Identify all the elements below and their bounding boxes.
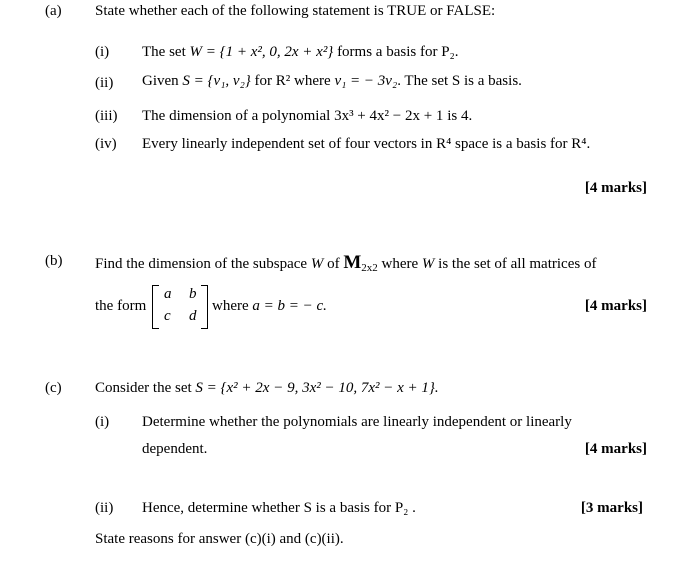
part-c-sub-i-line1: Determine whether the polynomials are linearly independent or linearly <box>142 414 572 430</box>
part-a-item-ii-text: Given S = {v₁, v₂} for R² where v₁ = − 3v₂. The set S is a basis. <box>142 73 522 89</box>
part-c-sub-ii-marks: [3 marks] <box>580 500 643 516</box>
part-c-sub-ii-text: Hence, determine whether S is a basis for P₂ . <box>142 500 416 516</box>
part-a-marks: [4 marks] <box>584 180 647 196</box>
matrix-space-m: M <box>343 252 362 273</box>
part-c-prompt: Consider the set S = {x² + 2x − 9, 3x² − 10, 7x² − x + 1}. <box>95 380 439 396</box>
part-a-item-iii-polynomial: 3x³ + 4x² − 2x + 1 <box>334 108 444 124</box>
part-a-item-ii-relation: v₁ = − 3v₂ <box>334 73 398 89</box>
part-a-item-iv-number: (iv) <box>95 136 117 152</box>
part-a-prompt: State whether each of the following statement is TRUE or FALSE: <box>95 3 496 19</box>
right-bracket <box>201 285 208 329</box>
part-a-item-iii-text: The dimension of a polynomial 3x³ + 4x² − 2x + 1 is 4. <box>142 108 473 124</box>
part-b-condition: where a = b = − c. <box>212 298 327 314</box>
part-a-item-i-text: The set W = {1 + x², 0, 2x + x²} forms a basis for P₂. <box>142 44 459 60</box>
matrix-entry-a: a <box>164 286 172 302</box>
matrix-space-subscript: 2x2 <box>361 262 378 274</box>
matrix-entry-b: b <box>189 286 197 302</box>
part-c-label: (c) <box>45 380 62 396</box>
part-a-item-ii-number: (ii) <box>95 75 114 91</box>
part-b-question: Find the dimension of the subspace W of $M_{2x2}$ where W is the set of all matrices of <box>95 252 597 274</box>
matrix-entry-c: c <box>164 308 171 324</box>
part-a-item-ii-set: S = {v₁, v₂} <box>182 73 251 89</box>
part-a-item-i-number: (i) <box>95 44 110 60</box>
part-a-item-i-math: W = {1 + x², 0, 2x + x²} <box>189 44 334 60</box>
part-c-sub-i-line2: dependent. <box>142 441 208 457</box>
left-bracket <box>152 285 159 329</box>
part-b-form-label: the form <box>95 298 147 314</box>
part-a-item-iii-number: (iii) <box>95 108 118 124</box>
part-a-label: (a) <box>45 3 62 19</box>
form-matrix <box>152 285 208 329</box>
part-b-marks: [4 marks] <box>584 298 647 314</box>
polynomial-set: S = {x² + 2x − 9, 3x² − 10, 7x² − x + 1}. <box>195 380 439 396</box>
part-c-sub-i-marks: [4 marks] <box>584 441 647 457</box>
subspace-w: W <box>310 256 324 272</box>
matrix-entry-d: d <box>189 308 197 324</box>
part-a-item-iv-text: Every linearly independent set of four vectors in R⁴ space is a basis for R⁴. <box>142 136 591 152</box>
part-b-label: (b) <box>45 253 63 269</box>
condition-equation: a = b = − c. <box>252 298 327 314</box>
part-c-sub-ii-number: (ii) <box>95 500 114 516</box>
part-c-footer: State reasons for answer (c)(i) and (c)(ii). <box>95 531 344 547</box>
part-c-sub-i-number: (i) <box>95 414 110 430</box>
